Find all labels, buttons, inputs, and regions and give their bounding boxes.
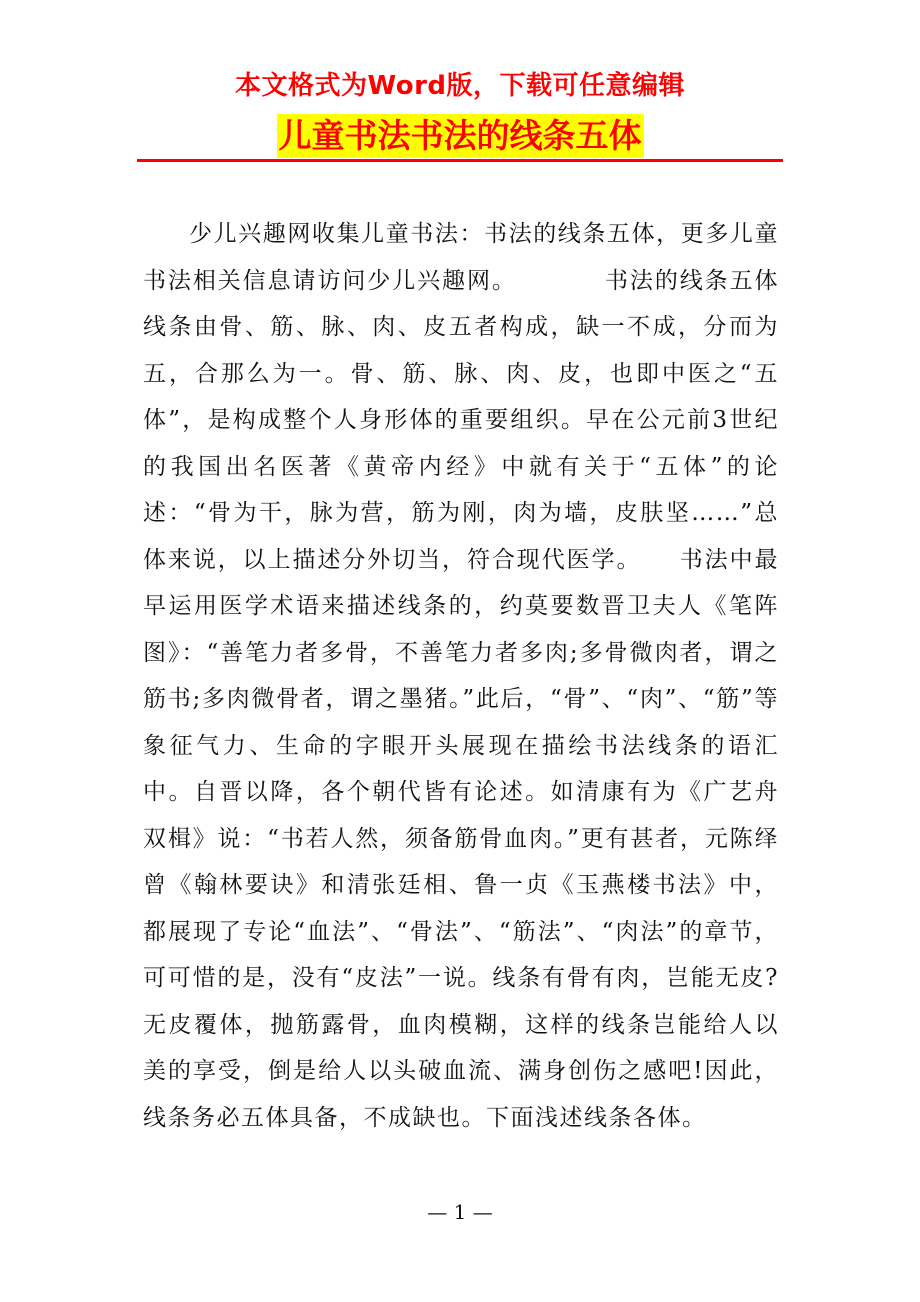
document-title: 儿童书法书法的线条五体 xyxy=(277,114,644,158)
title-container xyxy=(0,114,920,158)
format-notice: 本文格式为Word版，下载可任意编辑 xyxy=(234,71,686,101)
title-underline-divider xyxy=(137,159,783,162)
body-paragraph: 少儿兴趣网收集儿童书法：书法的线条五体，更多儿童书法相关信息请访问少儿兴趣网。 书法的线条五体线条由骨、筋、脉、肉、皮五者构成，缺一不成，分而为五，合那么为一。骨、筋、脉、肉、皮，也即中医之“五体”，是构成整个人身形体的重要组织。早在公元前3世纪的我国出名医著《黄帝内经》中就有关于“五体”的论述：“骨为干，脉为营，筋为刚，肉为墙，皮肤坚……”总体来说，以上描述分外切当，符合现代医学。 书法中最早运用医学术语来描述线条的，约莫要数晋卫夫人《笔阵图》：“善笔力者多骨，不善笔力者多肉;多骨微肉者，谓之筋书;多肉微骨者，谓之墨猪。”此后，“骨”、“肉”、“筋”等象征气力、生命的字眼开头展现在描绘书法线条的语汇中。自晋以降，各个朝代皆有论述。如清康有为《广艺舟双楫》说：“书若人然，须备筋骨血肉。”更有甚者，元陈绎曾《翰林要诀》和清张廷相、鲁一贞《玉燕楼书法》中，都展现了专论“血法”、“骨法”、“筋法”、“肉法”的章节，可可惜的是，没有“皮法”一说。线条有骨有肉，岂能无皮?无皮覆体，抛筋露骨，血肉模糊，这样的线条岂能给人以美的享受，倒是给人以头破血流、满身创伤之感吧!因此，线条务必五体具备，不成缺也。下面浅述线条各体。 xyxy=(143,221,779,1131)
page-number: — 1 — xyxy=(427,1200,493,1224)
